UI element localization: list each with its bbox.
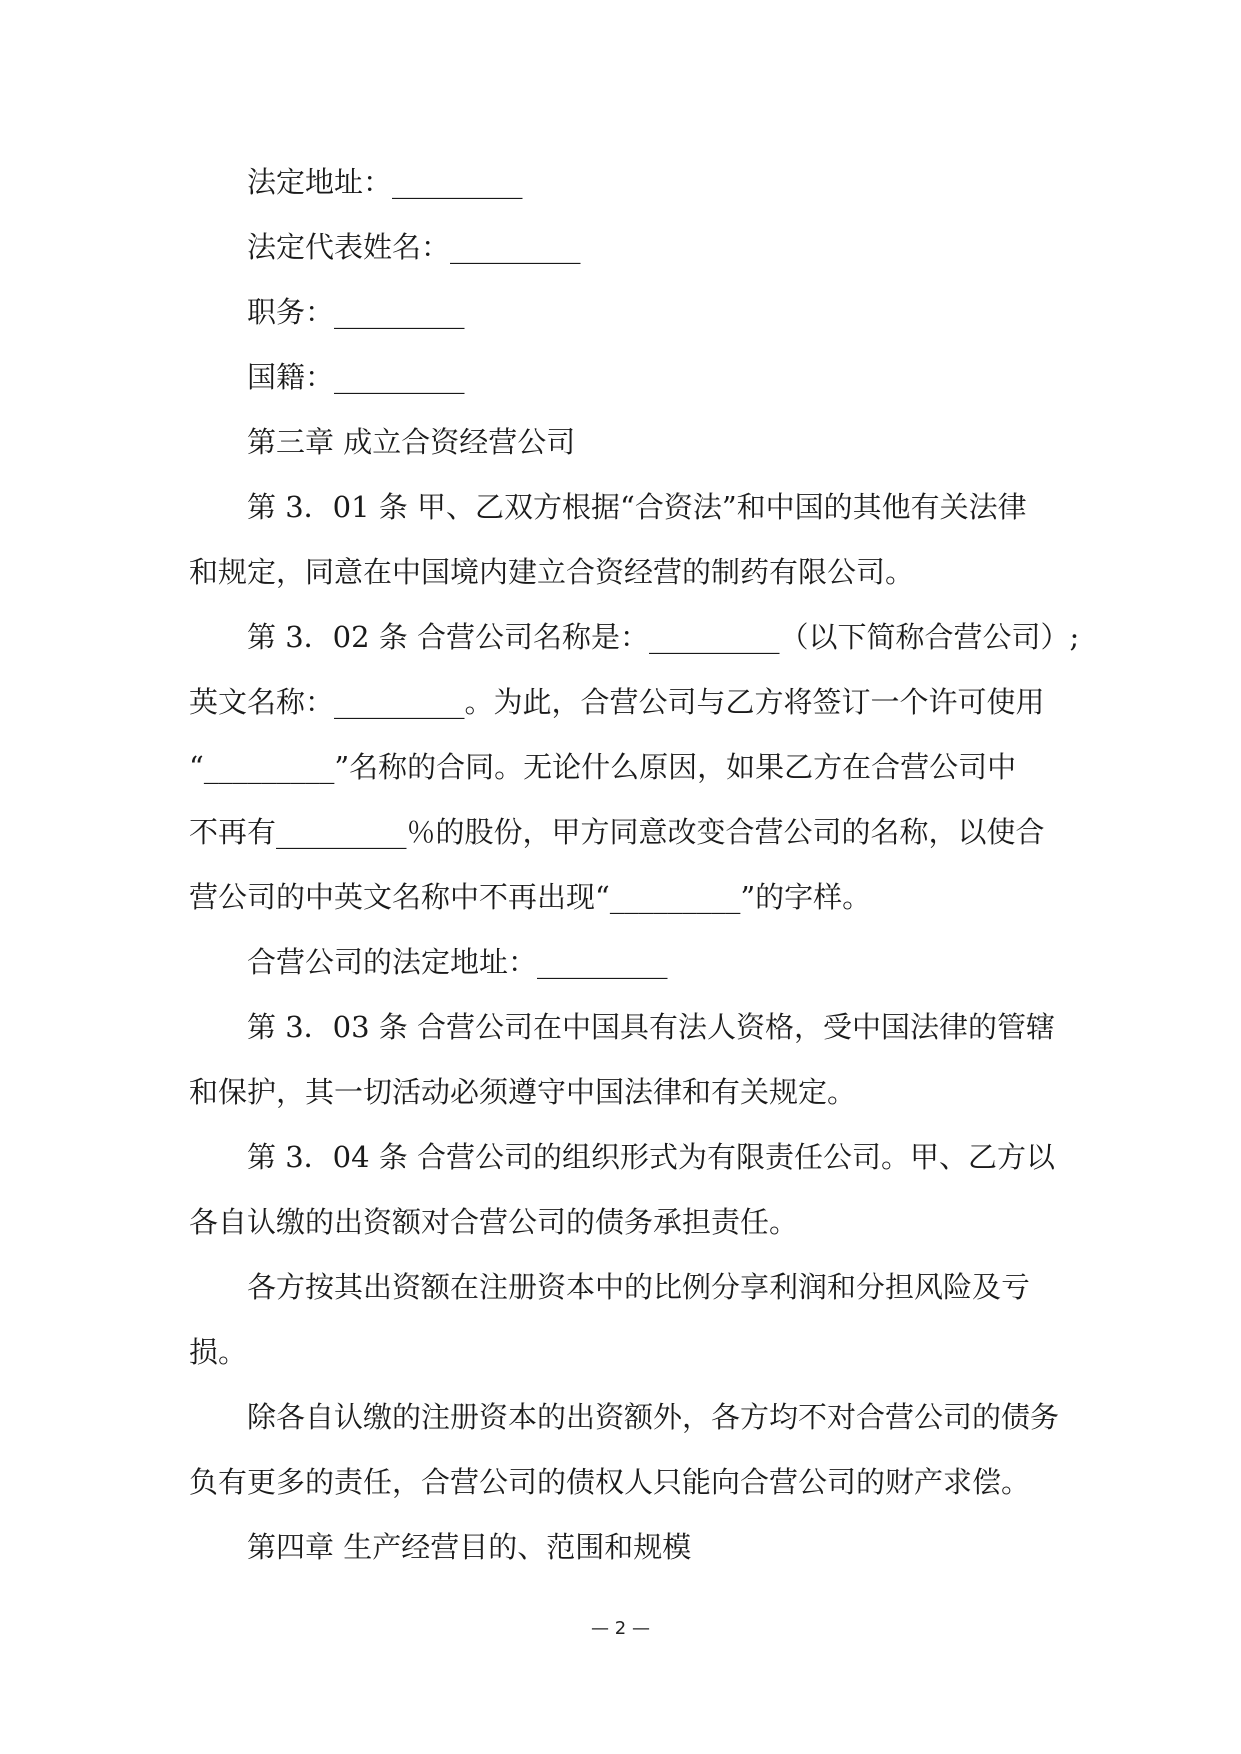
liability-line-2: 负有更多的责任，合营公司的债权人只能向合营公司的财产求偿。 [189,1465,1031,1499]
nationality-line: 国籍：_________ [247,360,465,394]
article-3-02-line-3: “_________”名称的合同。无论什么原因，如果乙方在合营公司中 [189,750,1017,784]
article-3-01-line-2: 和规定，同意在中国境内建立合资经营的制药有限公司。 [189,555,915,589]
article-3-02-line-2: 英文名称：_________。为此，合营公司与乙方将签订一个许可使用 [189,685,1045,719]
profit-sharing-line-2: 损。 [189,1335,248,1369]
article-3-02-line-5: 营公司的中英文名称中不再出现“_________”的字样。 [189,880,872,914]
company-address-line: 合营公司的法定地址：_________ [247,945,668,979]
article-3-03-line-1: 第 3．03 条 合营公司在中国具有法人资格，受中国法律的管辖 [247,1010,1056,1044]
liability-line-1: 除各自认缴的注册资本的出资额外，各方均不对合营公司的债务 [247,1400,1060,1434]
article-3-02-line-1: 第 3．02 条 合营公司名称是：_________（以下简称合营公司）; [247,620,1080,654]
article-3-03-line-2: 和保护，其一切活动必须遵守中国法律和有关规定。 [189,1075,857,1109]
chapter-3-heading: 第三章 成立合资经营公司 [247,425,576,459]
article-3-04-line-1: 第 3．04 条 合营公司的组织形式为有限责任公司。甲、乙方以 [247,1140,1056,1174]
article-3-02-line-4: 不再有_________％的股份，甲方同意改变合营公司的名称，以使合 [189,815,1045,849]
position-line: 职务：_________ [247,295,465,329]
legal-address-line: 法定地址：_________ [247,165,523,199]
page-number: — 2 — [591,1618,650,1639]
legal-representative-line: 法定代表姓名：_________ [247,230,581,264]
profit-sharing-line-1: 各方按其出资额在注册资本中的比例分享利润和分担风险及亏 [247,1270,1031,1304]
article-3-01-line-1: 第 3．01 条 甲、乙双方根据“合资法”和中国的其他有关法律 [247,490,1027,524]
article-3-04-line-2: 各自认缴的出资额对合营公司的债务承担责任。 [189,1205,799,1239]
chapter-4-heading: 第四章 生产经营目的、范围和规模 [247,1530,692,1564]
